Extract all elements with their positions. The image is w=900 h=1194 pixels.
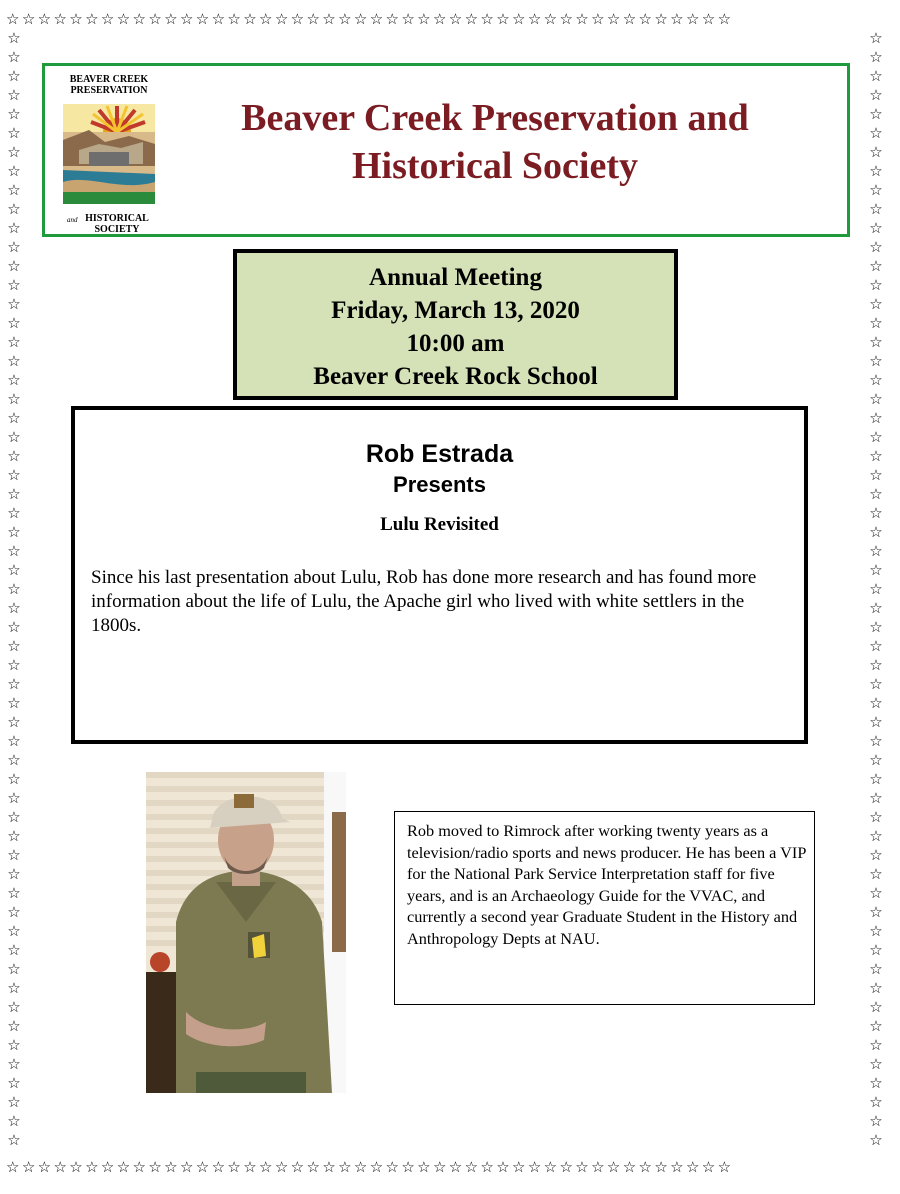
star-icon: ☆ [7,998,21,1016]
star-icon: ☆ [512,1158,528,1176]
star-icon: ☆ [353,1158,370,1176]
star-icon: ☆ [195,1158,212,1176]
star-icon: ☆ [7,827,21,845]
star-icon: ☆ [527,10,544,28]
star-icon: ☆ [869,1036,883,1054]
star-icon: ☆ [7,618,21,636]
star-icon: ☆ [306,1158,323,1176]
presentation-topic: Lulu Revisited [380,514,499,535]
meeting-location: Beaver Creek Rock School [313,363,598,390]
star-icon: ☆ [869,314,883,332]
star-icon: ☆ [527,1158,544,1176]
star-icon: ☆ [496,1158,512,1176]
star-icon: ☆ [227,10,244,28]
star-icon: ☆ [7,523,21,541]
star-icon: ☆ [869,1112,883,1130]
star-icon: ☆ [7,637,21,655]
star-icon: ☆ [179,10,196,28]
star-icon: ☆ [869,580,883,598]
star-icon: ☆ [869,675,883,693]
star-icon: ☆ [7,48,21,66]
star-icon: ☆ [869,656,883,674]
star-icon: ☆ [259,1158,275,1176]
star-icon: ☆ [116,10,133,28]
star-icon: ☆ [243,1158,259,1176]
star-icon: ☆ [69,10,86,28]
star-icon: ☆ [869,428,883,446]
star-icon: ☆ [869,466,883,484]
presentation-box [71,406,808,744]
star-icon: ☆ [7,105,21,123]
star-icon: ☆ [7,789,21,807]
star-icon: ☆ [869,409,883,427]
star-icon: ☆ [100,1158,117,1176]
star-border-right [868,29,884,1150]
meeting-time: 10:00 am [406,330,505,357]
star-icon: ☆ [717,10,734,28]
star-icon: ☆ [717,1158,734,1176]
star-icon: ☆ [7,238,21,256]
star-icon: ☆ [654,10,671,28]
star-icon: ☆ [338,1158,354,1176]
star-icon: ☆ [7,694,21,712]
star-icon: ☆ [211,10,228,28]
star-icon: ☆ [369,1158,386,1176]
star-icon: ☆ [869,29,883,47]
star-icon: ☆ [701,10,718,28]
star-icon: ☆ [7,732,21,750]
star-icon: ☆ [869,694,883,712]
star-icon: ☆ [148,1158,165,1176]
star-icon: ☆ [869,371,883,389]
star-icon: ☆ [385,1158,402,1176]
star-icon: ☆ [869,960,883,978]
star-icon: ☆ [21,1158,38,1176]
star-icon: ☆ [575,10,592,28]
star-icon: ☆ [7,257,21,275]
star-icon: ☆ [164,1158,180,1176]
star-icon: ☆ [195,10,212,28]
star-icon: ☆ [7,181,21,199]
meeting-date: Friday, March 13, 2020 [331,297,580,324]
star-border-top [6,10,733,29]
star-icon: ☆ [85,10,101,28]
star-icon: ☆ [7,903,21,921]
star-icon: ☆ [100,10,117,28]
star-icon: ☆ [464,1158,481,1176]
star-icon: ☆ [53,10,70,28]
star-icon: ☆ [869,732,883,750]
star-icon: ☆ [543,10,560,28]
star-icon: ☆ [869,523,883,541]
star-icon: ☆ [869,181,883,199]
star-icon: ☆ [7,1036,21,1054]
presenter-bio-box [394,811,815,1005]
star-icon: ☆ [7,675,21,693]
presenter-name: Rob Estrada [365,440,514,468]
star-icon: ☆ [7,751,21,769]
star-icon: ☆ [85,1158,101,1176]
star-icon: ☆ [670,1158,686,1176]
star-icon: ☆ [211,1158,228,1176]
logo-bottom-text-2: SOCIETY [94,224,140,234]
star-icon: ☆ [274,1158,291,1176]
star-icon: ☆ [322,1158,339,1176]
star-icon: ☆ [606,1158,623,1176]
society-logo [59,70,159,234]
star-icon: ☆ [869,865,883,883]
star-icon: ☆ [869,485,883,503]
star-icon: ☆ [869,333,883,351]
star-icon: ☆ [401,1158,418,1176]
star-icon: ☆ [448,10,465,28]
star-icon: ☆ [369,10,386,28]
star-icon: ☆ [869,979,883,997]
star-icon: ☆ [7,922,21,940]
star-icon: ☆ [7,1131,21,1149]
star-icon: ☆ [869,998,883,1016]
star-icon: ☆ [869,352,883,370]
star-icon: ☆ [701,1158,718,1176]
star-icon: ☆ [179,1158,196,1176]
star-icon: ☆ [7,314,21,332]
star-icon: ☆ [7,390,21,408]
star-icon: ☆ [869,846,883,864]
star-border-left [6,29,22,1150]
logo-top-text: BEAVER CREEK [69,74,149,85]
star-icon: ☆ [496,10,512,28]
star-icon: ☆ [869,238,883,256]
star-icon: ☆ [869,770,883,788]
star-icon: ☆ [37,1158,54,1176]
star-icon: ☆ [869,1055,883,1073]
star-icon: ☆ [7,162,21,180]
star-icon: ☆ [132,1158,149,1176]
star-icon: ☆ [869,941,883,959]
star-icon: ☆ [259,10,275,28]
star-icon: ☆ [69,1158,86,1176]
star-icon: ☆ [7,86,21,104]
star-icon: ☆ [7,979,21,997]
star-icon: ☆ [869,1074,883,1092]
star-icon: ☆ [7,1093,21,1111]
logo-prefix-text: and [67,216,78,224]
star-icon: ☆ [7,1055,21,1073]
star-icon: ☆ [869,162,883,180]
title-line-2: Historical Society [352,145,638,187]
star-icon: ☆ [591,10,607,28]
star-icon: ☆ [869,599,883,617]
star-icon: ☆ [638,10,655,28]
star-icon: ☆ [7,561,21,579]
star-icon: ☆ [869,143,883,161]
star-icon: ☆ [417,1158,433,1176]
star-icon: ☆ [869,124,883,142]
star-icon: ☆ [464,10,481,28]
star-icon: ☆ [7,124,21,142]
star-icon: ☆ [7,656,21,674]
star-icon: ☆ [353,10,370,28]
star-icon: ☆ [869,276,883,294]
star-icon: ☆ [432,1158,449,1176]
star-icon: ☆ [869,903,883,921]
star-icon: ☆ [7,1017,21,1035]
presenter-bio-text: Rob moved to Rimrock after working twenty years as a television/radio sports and news producer. He has been a VIP for the National Park Service Interpretation staff for five years, and is an Archaeology Guide for the VVAC, and currently a second year Graduate Student in the History and Anthropology Depts at NAU. [407,821,806,948]
star-icon: ☆ [448,1158,465,1176]
star-icon: ☆ [869,751,883,769]
star-icon: ☆ [7,200,21,218]
star-icon: ☆ [21,10,38,28]
star-icon: ☆ [7,276,21,294]
society-title [165,94,825,190]
star-icon: ☆ [6,1158,22,1176]
star-icon: ☆ [7,941,21,959]
star-icon: ☆ [670,10,686,28]
star-icon: ☆ [559,10,576,28]
star-icon: ☆ [869,1131,883,1149]
star-icon: ☆ [6,10,22,28]
star-icon: ☆ [869,561,883,579]
star-icon: ☆ [432,10,449,28]
star-icon: ☆ [869,105,883,123]
star-icon: ☆ [7,295,21,313]
star-icon: ☆ [869,390,883,408]
star-icon: ☆ [7,884,21,902]
star-icon: ☆ [7,219,21,237]
star-icon: ☆ [7,808,21,826]
star-icon: ☆ [7,580,21,598]
meeting-title: Annual Meeting [369,264,542,291]
star-icon: ☆ [869,200,883,218]
star-icon: ☆ [7,542,21,560]
star-icon: ☆ [685,1158,702,1176]
star-icon: ☆ [290,1158,307,1176]
star-icon: ☆ [7,865,21,883]
star-icon: ☆ [7,447,21,465]
presents-label: Presents [393,472,486,497]
star-icon: ☆ [7,960,21,978]
star-icon: ☆ [306,10,323,28]
star-icon: ☆ [869,504,883,522]
star-icon: ☆ [132,10,149,28]
star-icon: ☆ [7,428,21,446]
star-icon: ☆ [7,67,21,85]
star-icon: ☆ [338,10,354,28]
star-icon: ☆ [869,219,883,237]
star-icon: ☆ [869,295,883,313]
star-icon: ☆ [869,1017,883,1035]
star-icon: ☆ [7,713,21,731]
star-icon: ☆ [869,884,883,902]
title-line-1: Beaver Creek Preservation and [241,97,749,139]
star-icon: ☆ [869,86,883,104]
star-icon: ☆ [869,618,883,636]
star-icon: ☆ [622,1158,639,1176]
star-icon: ☆ [869,257,883,275]
star-icon: ☆ [685,10,702,28]
star-icon: ☆ [559,1158,576,1176]
star-icon: ☆ [869,1093,883,1111]
star-icon: ☆ [591,1158,607,1176]
star-icon: ☆ [116,1158,133,1176]
star-icon: ☆ [7,371,21,389]
star-icon: ☆ [543,1158,560,1176]
star-icon: ☆ [869,48,883,66]
star-icon: ☆ [7,485,21,503]
society-header [42,63,850,237]
logo-top-text-2: PRESERVATION [70,85,148,96]
star-icon: ☆ [7,504,21,522]
star-icon: ☆ [869,67,883,85]
star-icon: ☆ [869,447,883,465]
star-icon: ☆ [869,542,883,560]
star-icon: ☆ [869,713,883,731]
star-icon: ☆ [7,29,21,47]
star-icon: ☆ [575,1158,592,1176]
star-icon: ☆ [385,10,402,28]
star-icon: ☆ [7,770,21,788]
star-icon: ☆ [7,333,21,351]
star-icon: ☆ [164,10,180,28]
star-icon: ☆ [322,10,339,28]
presenter-photo [146,772,346,1093]
star-icon: ☆ [869,637,883,655]
star-icon: ☆ [401,10,418,28]
star-icon: ☆ [869,922,883,940]
star-icon: ☆ [7,409,21,427]
star-border-bottom [6,1158,733,1177]
star-icon: ☆ [7,143,21,161]
presentation-description: Since his last presentation about Lulu, Rob has done more research and has found more information about the life of Lulu, the Apache girl who lived with white settlers in the 1800s. [91,567,757,636]
star-icon: ☆ [480,10,497,28]
star-icon: ☆ [417,10,433,28]
star-icon: ☆ [7,352,21,370]
star-icon: ☆ [243,10,259,28]
logo-bottom-text: HISTORICAL [85,213,149,224]
meeting-info-box [233,249,678,400]
star-icon: ☆ [622,10,639,28]
star-icon: ☆ [274,10,291,28]
star-icon: ☆ [7,1112,21,1130]
star-icon: ☆ [869,808,883,826]
star-icon: ☆ [7,599,21,617]
star-icon: ☆ [7,846,21,864]
star-icon: ☆ [290,10,307,28]
star-icon: ☆ [7,466,21,484]
star-icon: ☆ [227,1158,244,1176]
star-icon: ☆ [869,789,883,807]
star-icon: ☆ [7,1074,21,1092]
star-icon: ☆ [148,10,165,28]
star-icon: ☆ [869,827,883,845]
star-icon: ☆ [606,10,623,28]
star-icon: ☆ [512,10,528,28]
star-icon: ☆ [638,1158,655,1176]
star-icon: ☆ [654,1158,671,1176]
star-icon: ☆ [37,10,54,28]
star-icon: ☆ [53,1158,70,1176]
star-icon: ☆ [480,1158,497,1176]
